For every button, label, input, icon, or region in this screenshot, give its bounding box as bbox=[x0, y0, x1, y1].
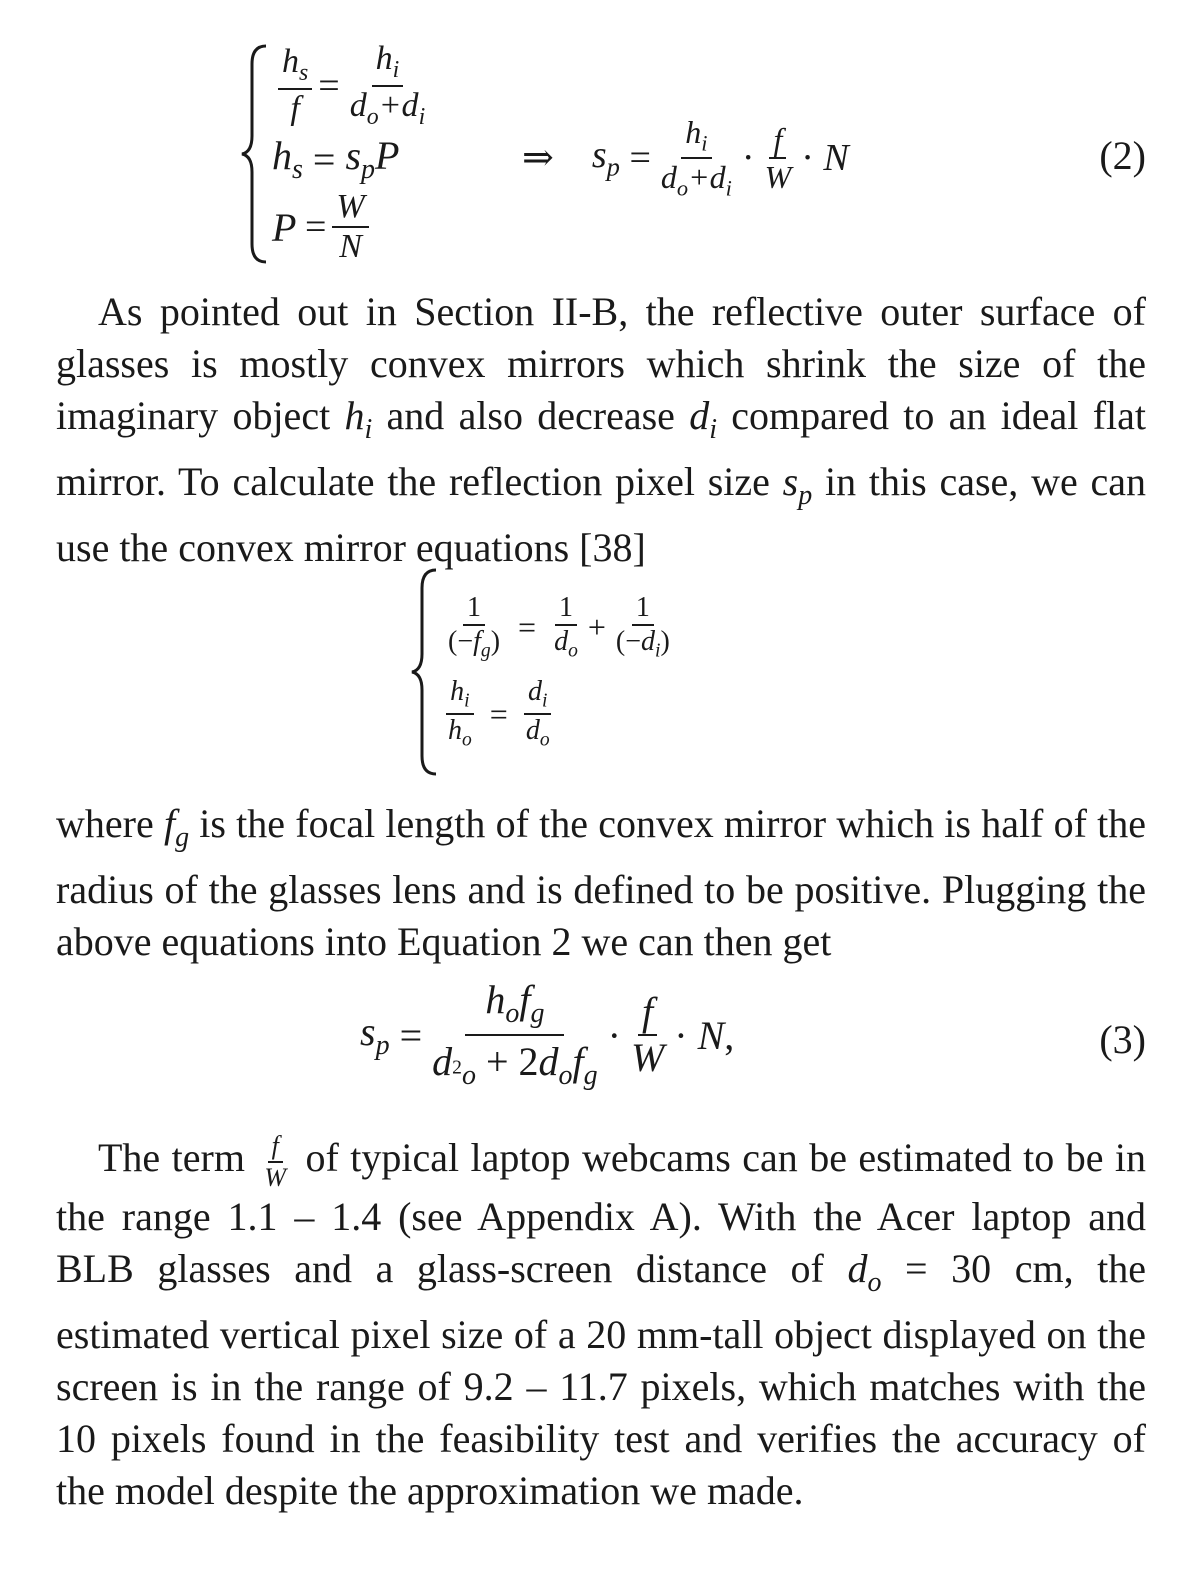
mirror-eq-line2: $\frac{h_i}{h_o}$ = $\frac{d_i}{d_o}$ bbox=[448, 676, 550, 751]
paragraph-2: where $f_g$ is the focal length of the convex mirror which is half of the radius of the glasses lens and is defined to be positive. Plugging the above equations into Equation 2 we can then get bbox=[56, 801, 1146, 964]
eq2-line3: P = $\frac{W}{N}$ bbox=[272, 190, 375, 264]
paragraph-3: The term $\frac{f}{W}$ of typical laptop webcams can be estimated to be in the range 1.1 – 1.4 (see Appendix A). With the Acer laptop and BLB glasses and a glass-screen distance of $d_o = 30$ cm, the estimated vertical pixel size of a 20 mm-tall object displayed on the screen is in the range of 9.2 – 11.7 pixels, which matches with the 10 pixels found in the feasibility test and verifies the accuracy of the model despite the approximation we made. bbox=[56, 1130, 1147, 1513]
eq2-line2: $h_s$ = $s_pP$ bbox=[272, 133, 400, 185]
left-brace bbox=[240, 44, 270, 264]
left-brace bbox=[410, 568, 440, 776]
eq3-formula: $s_p$ = $\frac{h_of_g}{d_{^2o} + 2d_of_g}$ · $\frac{f}{W}$ · N , bbox=[360, 977, 735, 1091]
equation-2 bbox=[240, 40, 1180, 270]
mirror-eq-line1: $\frac{1}{(-f_g)}$ = $\frac{1}{d_o}$ + $\frac{1}{(-d_i)}$ bbox=[448, 592, 670, 662]
eq2-line1: $\frac{h_s}{f}$ = $\frac{h_i}{d_o+d_i}$ bbox=[272, 42, 435, 129]
equation-number-3: (3) bbox=[1099, 1017, 1146, 1062]
eq2-result: ⇒ $s_p$ = $\frac{h_i}{d_o+d_i}$ · $\frac{f}{W}$ · N bbox=[522, 114, 849, 201]
mirror-equations bbox=[410, 566, 830, 780]
equation-3 bbox=[360, 976, 1180, 1106]
paragraph-1: As pointed out in Section II-B, the reflective outer surface of glasses is mostly convex mirrors which shrink the size of the imaginary object $h_i$ and also decrease $d_i$ compared to an ideal flat mirror. To calculate the reflection pixel size $s_p$ in this case, we can use the convex mirror equations [38] bbox=[56, 289, 1146, 570]
equation-number-2: (2) bbox=[1099, 133, 1146, 178]
